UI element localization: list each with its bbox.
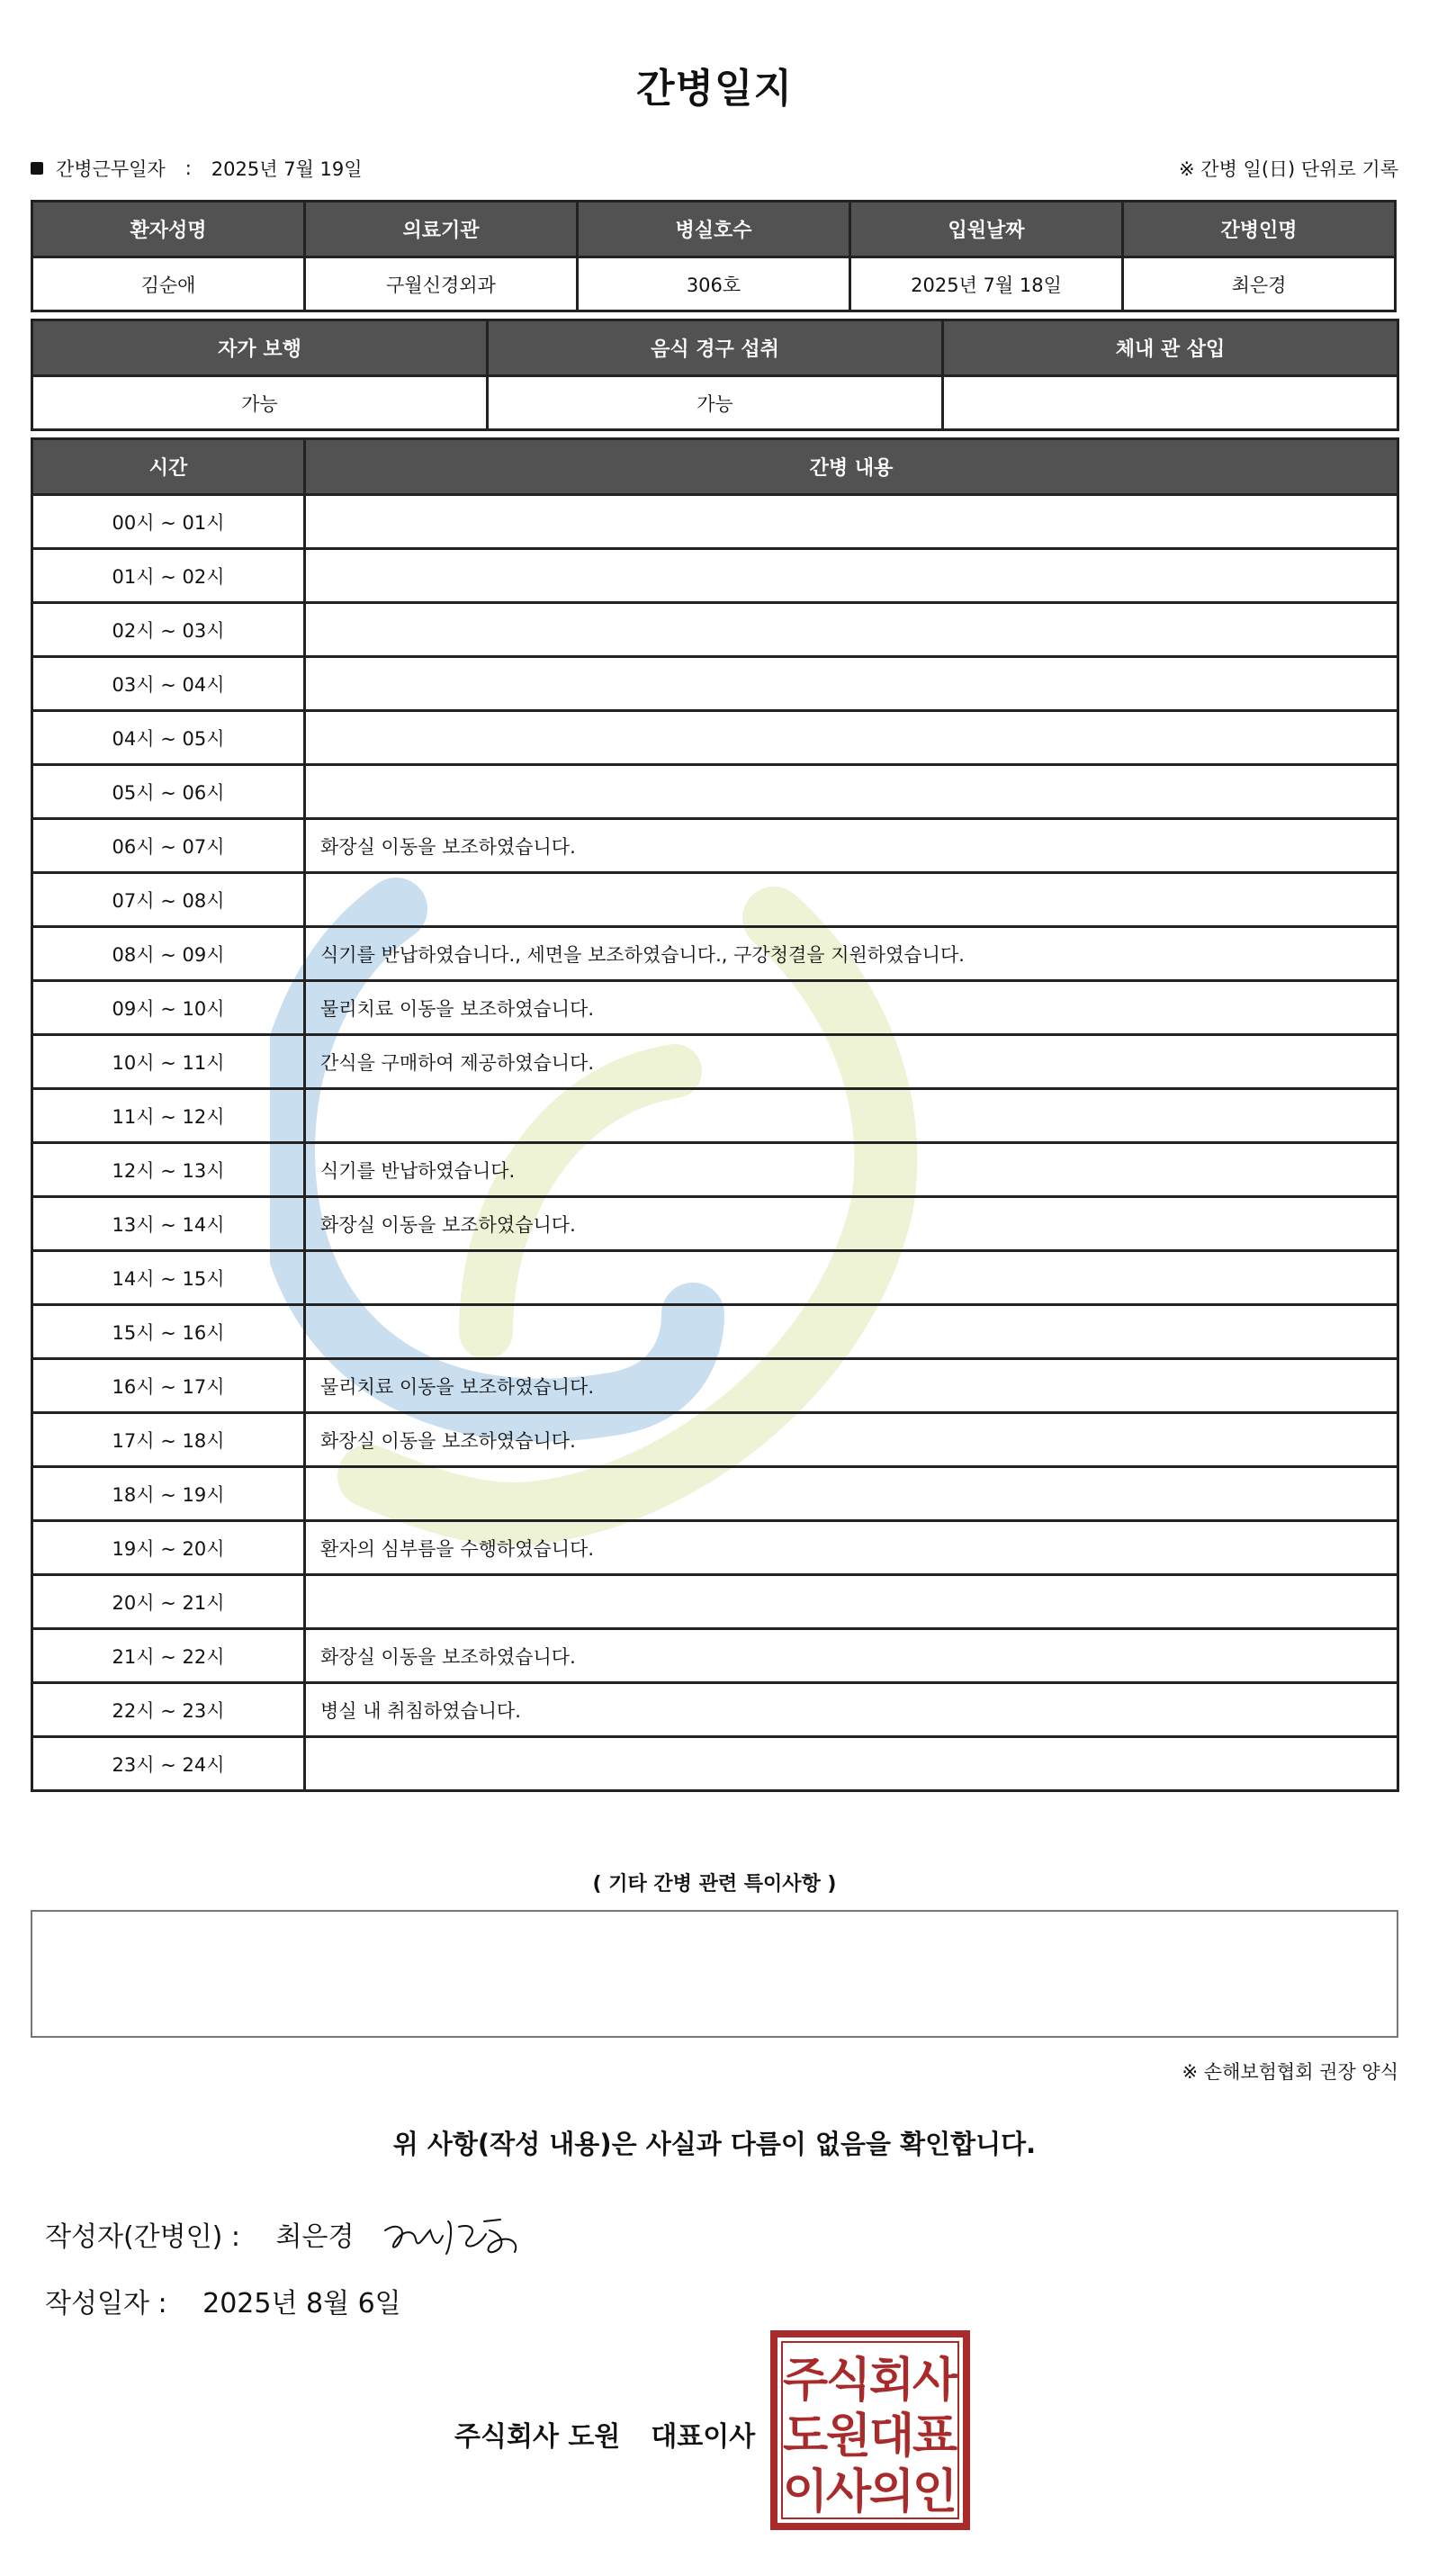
room-number: 306호: [578, 257, 850, 311]
daily-record-note: ※ 간병 일(日) 단위로 기록: [1179, 158, 1398, 180]
log-time: 03시 ~ 04시: [32, 657, 305, 711]
log-content: [305, 1251, 1398, 1305]
log-content: 식기를 반납하였습니다., 세면을 보조하였습니다., 구강청결을 지원하였습니다.: [305, 927, 1398, 981]
company-seal-icon: [769, 2329, 971, 2531]
table-row: [32, 1035, 1398, 1089]
svg-text:인: 인: [912, 2465, 958, 2519]
log-time: 01시 ~ 02시: [32, 549, 305, 603]
header-caregiver-name: 간병인명: [1123, 202, 1396, 257]
log-time: 07시 ~ 08시: [32, 873, 305, 927]
table-row: [32, 1467, 1398, 1521]
table-row: [32, 927, 1398, 981]
log-content: 병실 내 취침하였습니다.: [305, 1683, 1398, 1737]
work-date: [31, 155, 363, 182]
header-admission-date: 입원날짜: [850, 202, 1123, 257]
log-time: 17시 ~ 18시: [32, 1413, 305, 1467]
log-content: [305, 603, 1398, 657]
company-line: [454, 2414, 755, 2454]
ceo-title: 대표이사: [651, 2421, 756, 2453]
table-row: [32, 1683, 1398, 1737]
table-row: [32, 1089, 1398, 1143]
written-date-value: 2025년 8월 6일: [202, 2288, 401, 2319]
table-row: [32, 1305, 1398, 1359]
log-content: [305, 1575, 1398, 1629]
header-time: 시간: [32, 439, 305, 495]
log-content: [305, 711, 1398, 765]
work-date-separator: :: [184, 158, 192, 179]
writer-label: 작성자(간병인) :: [45, 2221, 240, 2253]
log-time: 14시 ~ 15시: [32, 1251, 305, 1305]
log-time: 13시 ~ 14시: [32, 1197, 305, 1251]
table-row: [32, 1521, 1398, 1575]
header-oral-intake: 음식 경구 섭취: [488, 320, 943, 376]
log-time: 22시 ~ 23시: [32, 1683, 305, 1737]
header-tube-insertion: 체내 관 삽입: [943, 320, 1398, 376]
svg-text:식: 식: [825, 2354, 872, 2408]
log-content: 식기를 반납하였습니다.: [305, 1143, 1398, 1197]
log-time: 02시 ~ 03시: [32, 603, 305, 657]
table-row: [32, 1251, 1398, 1305]
log-time: 12시 ~ 13시: [32, 1143, 305, 1197]
table-row: [32, 549, 1398, 603]
svg-text:이: 이: [782, 2465, 829, 2519]
confirmation-statement: 위 사항(작성 내용)은 사실과 다름이 없음을 확인합니다.: [392, 2129, 1037, 2159]
patient-name: 김순애: [32, 257, 305, 311]
header-self-walking: 자가 보행: [32, 320, 488, 376]
table-row: [32, 1197, 1398, 1251]
log-time: 18시 ~ 19시: [32, 1467, 305, 1521]
log-content: [305, 765, 1398, 819]
log-time: 11시 ~ 12시: [32, 1089, 305, 1143]
log-content: 간식을 구매하여 제공하였습니다.: [305, 1035, 1398, 1089]
log-time: 16시 ~ 17시: [32, 1359, 305, 1413]
log-time: 05시 ~ 06시: [32, 765, 305, 819]
log-content: 화장실 이동을 보조하였습니다.: [305, 1413, 1398, 1467]
writer-line: [45, 2214, 354, 2254]
log-time: 08시 ~ 09시: [32, 927, 305, 981]
oral-intake: 가능: [488, 376, 943, 430]
header-care-content: 간병 내용: [305, 439, 1398, 495]
writer-name: 최은경: [275, 2221, 355, 2253]
association-note: ※ 손해보험협회 권장 양식: [1182, 2061, 1398, 2083]
table-row: [32, 873, 1398, 927]
svg-text:원: 원: [825, 2409, 872, 2463]
log-content: [305, 1467, 1398, 1521]
header-hospital: 의료기관: [305, 202, 578, 257]
hospital: 구월신경외과: [305, 257, 578, 311]
log-time: 06시 ~ 07시: [32, 819, 305, 873]
table-row: [32, 1629, 1398, 1683]
log-content: [305, 1737, 1398, 1791]
table-row: [32, 1359, 1398, 1413]
log-time: 23시 ~ 24시: [32, 1737, 305, 1791]
log-time: 10시 ~ 11시: [32, 1035, 305, 1089]
log-content: 화장실 이동을 보조하였습니다.: [305, 819, 1398, 873]
log-content: 물리치료 이동을 보조하였습니다.: [305, 981, 1398, 1035]
table-row: [32, 1143, 1398, 1197]
work-date-label: 간병근무일자: [56, 158, 166, 180]
work-date-value: 2025년 7월 19일: [211, 158, 363, 180]
remarks-title: ( 기타 간병 관련 특이사항 ): [592, 1873, 837, 1896]
admission-date: 2025년 7월 18일: [850, 257, 1123, 311]
table-row: [32, 495, 1398, 549]
table-row: [32, 765, 1398, 819]
log-time: 00시 ~ 01시: [32, 495, 305, 549]
table-row: [32, 657, 1398, 711]
care-log-table: [31, 437, 1399, 1792]
self-walking: 가능: [32, 376, 488, 430]
log-content: [305, 1089, 1398, 1143]
svg-text:도: 도: [782, 2409, 829, 2463]
log-content: [305, 495, 1398, 549]
table-row: [32, 819, 1398, 873]
svg-text:사: 사: [912, 2354, 958, 2408]
table-row: [32, 711, 1398, 765]
svg-text:표: 표: [912, 2409, 958, 2463]
table-row: [32, 1737, 1398, 1791]
log-content: [305, 873, 1398, 927]
log-time: 15시 ~ 16시: [32, 1305, 305, 1359]
log-time: 20시 ~ 21시: [32, 1575, 305, 1629]
table-row: [32, 981, 1398, 1035]
header-patient-name: 환자성명: [32, 202, 305, 257]
header-room-number: 병실호수: [578, 202, 850, 257]
table-row: [32, 1575, 1398, 1629]
log-time: 04시 ~ 05시: [32, 711, 305, 765]
svg-text:주: 주: [782, 2354, 829, 2408]
written-date-label: 작성일자 :: [45, 2288, 167, 2319]
document-title: 간병일지: [635, 66, 793, 112]
company-name: 주식회사 도원: [454, 2421, 621, 2453]
svg-text:의: 의: [868, 2465, 915, 2519]
log-time: 21시 ~ 22시: [32, 1629, 305, 1683]
log-content: [305, 657, 1398, 711]
svg-text:대: 대: [868, 2409, 915, 2463]
log-content: 물리치료 이동을 보조하였습니다.: [305, 1359, 1398, 1413]
log-content: 환자의 심부름을 수행하였습니다.: [305, 1521, 1398, 1575]
table-row: [32, 1413, 1398, 1467]
table-row: [32, 603, 1398, 657]
signature-icon: [378, 2203, 531, 2266]
log-content: 화장실 이동을 보조하였습니다.: [305, 1629, 1398, 1683]
log-content: 화장실 이동을 보조하였습니다.: [305, 1197, 1398, 1251]
written-date-line: [45, 2281, 401, 2320]
svg-text:회: 회: [868, 2354, 915, 2408]
log-time: 09시 ~ 10시: [32, 981, 305, 1035]
patient-status-table: [31, 319, 1399, 431]
svg-text:사: 사: [825, 2465, 872, 2519]
patient-info-table: [31, 200, 1397, 312]
log-content: [305, 1305, 1398, 1359]
bullet-icon: [31, 162, 43, 175]
remarks-box: [31, 1910, 1398, 2038]
caregiver-name: 최은경: [1123, 257, 1396, 311]
tube-insertion: [943, 376, 1398, 430]
log-content: [305, 549, 1398, 603]
log-time: 19시 ~ 20시: [32, 1521, 305, 1575]
